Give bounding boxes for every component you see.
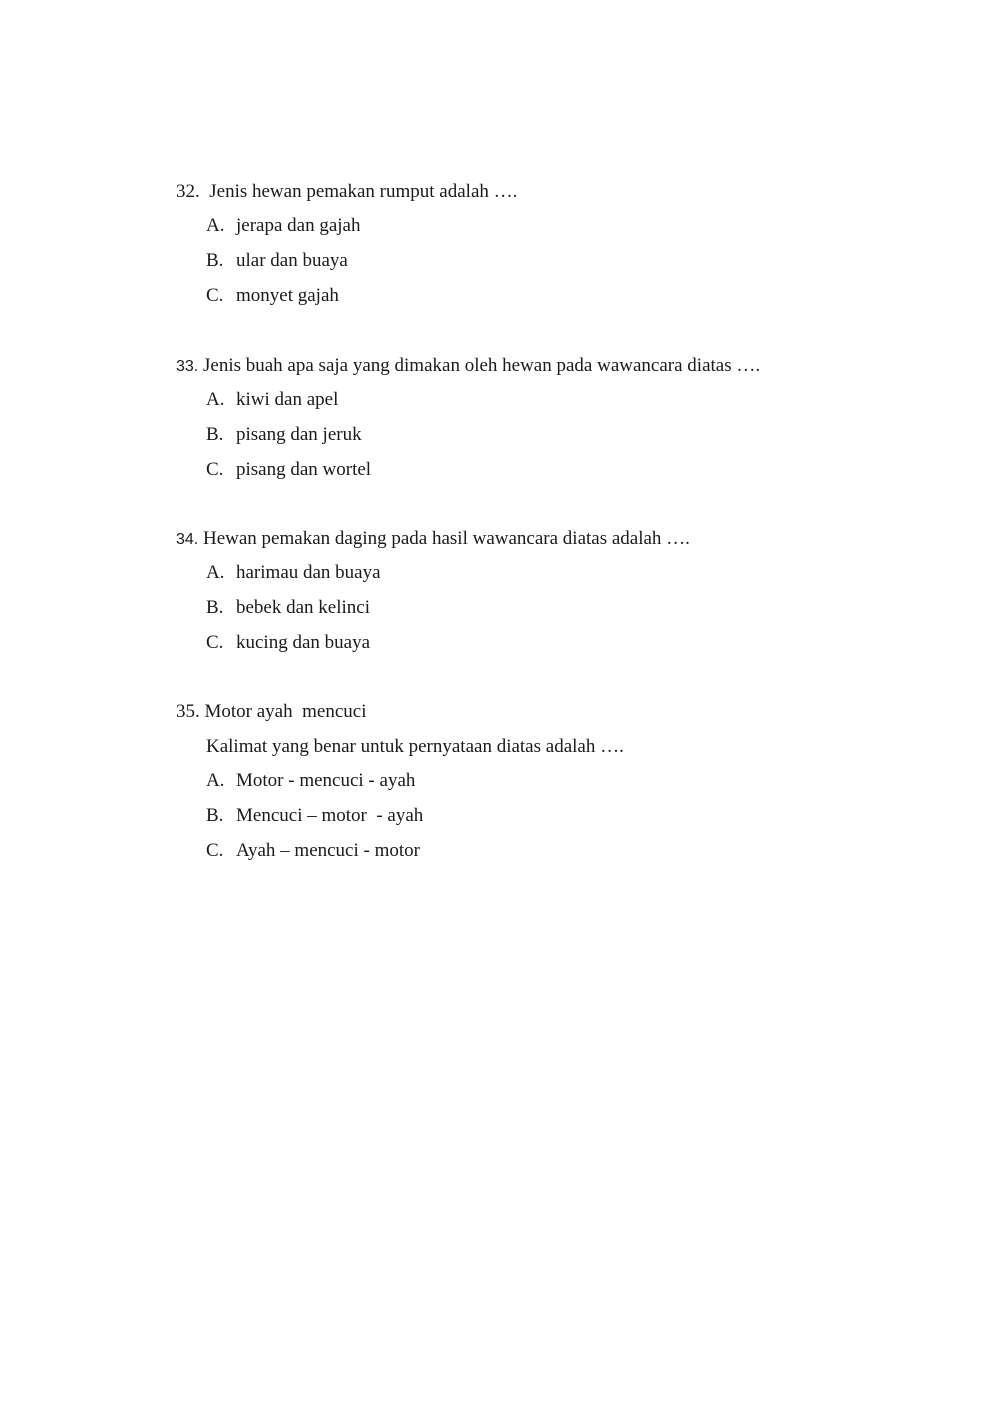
option-letter: C. bbox=[206, 840, 224, 861]
question-number: 35. bbox=[176, 701, 200, 722]
option-letter: C. bbox=[206, 285, 224, 306]
option-letter: B. bbox=[206, 597, 224, 618]
option-letter: A. bbox=[206, 770, 225, 791]
question-number: 33. bbox=[176, 358, 199, 375]
option-letter: A. bbox=[206, 562, 225, 583]
option-text: pisang dan jeruk bbox=[236, 424, 362, 445]
option-text: bebek dan kelinci bbox=[236, 597, 371, 618]
option-text: harimau dan buaya bbox=[236, 562, 381, 583]
option-text: kucing dan buaya bbox=[236, 632, 371, 653]
option-letter: A. bbox=[206, 215, 225, 236]
option-34-c bbox=[187, 607, 370, 679]
option-letter: B. bbox=[206, 250, 224, 271]
question-text: Hewan pemakan daging pada hasil wawancara diatas adalah …. bbox=[203, 528, 690, 549]
question-number: 32. bbox=[176, 181, 200, 202]
option-33-c bbox=[187, 434, 371, 506]
option-32-c bbox=[187, 260, 339, 332]
option-letter: C. bbox=[206, 632, 224, 653]
option-letter: C. bbox=[206, 459, 224, 480]
option-text: kiwi dan apel bbox=[236, 389, 339, 410]
option-text: Ayah – mencuci - motor bbox=[236, 840, 420, 861]
question-subtext: Kalimat yang benar untuk pernyataan diatas adalah …. bbox=[206, 736, 624, 757]
option-text: ular dan buaya bbox=[236, 250, 348, 271]
question-text: Jenis buah apa saja yang dimakan oleh hewan pada wawancara diatas …. bbox=[203, 355, 761, 376]
option-text: Mencuci – motor - ayah bbox=[236, 805, 424, 826]
question-number: 34. bbox=[176, 531, 199, 548]
option-text: Motor - mencuci - ayah bbox=[236, 770, 416, 791]
option-letter: A. bbox=[206, 389, 225, 410]
question-text: Motor ayah mencuci bbox=[204, 701, 367, 722]
option-text: pisang dan wortel bbox=[236, 459, 372, 480]
question-text: Jenis hewan pemakan rumput adalah …. bbox=[209, 181, 518, 202]
option-text: jerapa dan gajah bbox=[236, 215, 361, 236]
option-35-c bbox=[187, 815, 420, 887]
option-letter: B. bbox=[206, 805, 224, 826]
option-text: monyet gajah bbox=[236, 285, 339, 306]
option-letter: B. bbox=[206, 424, 224, 445]
